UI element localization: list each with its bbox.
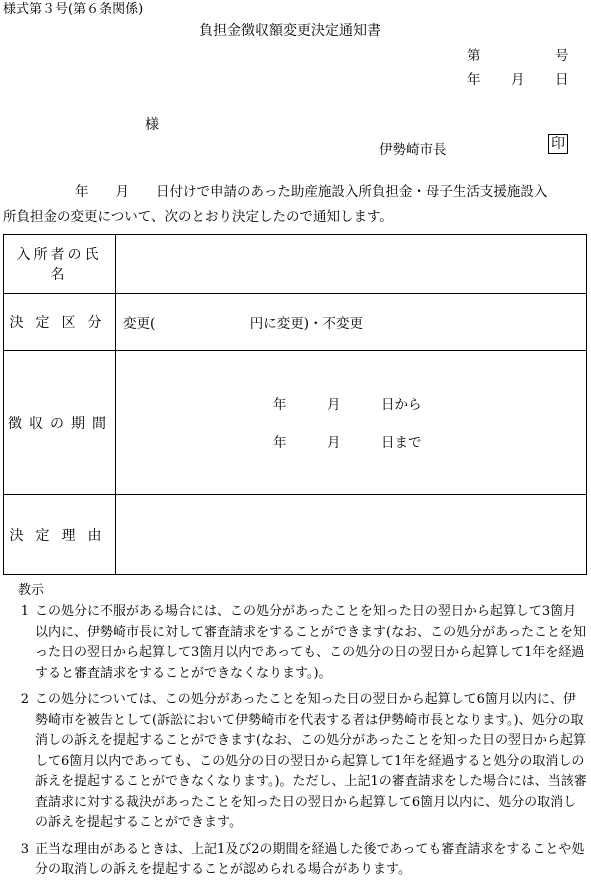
period-to: 年 月 日まで [273,435,422,451]
table-row-period [4,351,587,495]
value-resident-name[interactable] [116,235,587,294]
seal-box: 印 [548,134,568,154]
decision-options: 変更( 円に変更)・不変更 [123,316,364,332]
notice-item [3,602,588,684]
table-row-decision [4,294,587,351]
notice-item [3,690,588,834]
intro-line-2: 所負担金の変更について、次のとおり決定したので通知します。 [3,209,393,225]
decision-table [3,234,587,575]
notice-item [3,840,588,881]
date-month: 月 [511,72,525,88]
number-prefix: 第 [467,48,481,64]
label-resident-name [4,235,116,294]
value-collection-period[interactable] [116,351,587,495]
date-year: 年 [467,72,481,88]
notice-section [3,581,588,881]
value-decision-type[interactable] [116,294,587,351]
label-collection-period [4,351,116,495]
number-suffix: 号 [555,48,569,64]
intro-line-1: 年 月 日付けで申請のあった助産施設入所負担金・母子生活支援施設入 [75,184,548,200]
period-from: 年 月 日から [273,397,422,413]
notice-item-text: この処分については、この処分があったことを知った日の翌日から起算して6箇月以内に、伊勢崎市を被告として(訴訟において伊勢崎市を代表する者は伊勢崎市長となります。)、処分の取消しの訴えを提起することができます(なお、この処分があったことを知った日の翌日から起算して6箇月以内であっても、この処分の日の翌日から起算して1年を経過すると処分の取消しの訴えを提起することができなくなります。)。ただし、上記1の審査請求をした場合には、当該審査請求に対する裁決があったことを知った日の翌日から起算して6箇月以内に、処分の取消しの訴えを提起することができます。 [35,692,587,830]
label-text: 入所者の氏名 [16,247,102,283]
table-row-reason [4,495,587,575]
notice-item-text: 正当な理由があるときは、上記1及び2の期間を経過した後であっても審査請求をすることや処分の取消しの訴えを提起することが認められる場合があります。 [35,841,585,877]
date-day: 日 [555,72,569,88]
issuer-name: 伊勢崎市長 [379,142,447,158]
label-text: 徴収の期間 [8,415,113,432]
addressee-suffix: 様 [145,117,159,133]
form-number: 様式第３号(第６条関係) [3,2,144,17]
label-text: 決定区分 [9,315,114,331]
label-decision-type [4,294,116,351]
intro-paragraph [3,180,588,230]
document-title: 負担金徴収額変更決定通知書 [199,23,381,39]
period-block [116,351,586,494]
value-decision-reason[interactable] [116,495,587,575]
label-text: 決定理由 [9,527,114,544]
notice-item-number: 2 [20,692,29,707]
table-row-name [4,235,587,294]
notice-item-number: 3 [20,841,29,857]
notice-item-number: 1 [20,604,29,619]
notice-title: 教示 [18,583,45,598]
notice-item-text: この処分に不服がある場合には、この処分があったことを知った日の翌日から起算して3箇月以内に、伊勢崎市長に対して審査請求をすることができます(なお、この処分があったことを知った日の翌日から起算して3箇月以内であっても、この処分の日の翌日から起算して1年を経過すると審査請求をすることができなくなります。)。 [35,604,586,681]
label-decision-reason [4,495,116,575]
